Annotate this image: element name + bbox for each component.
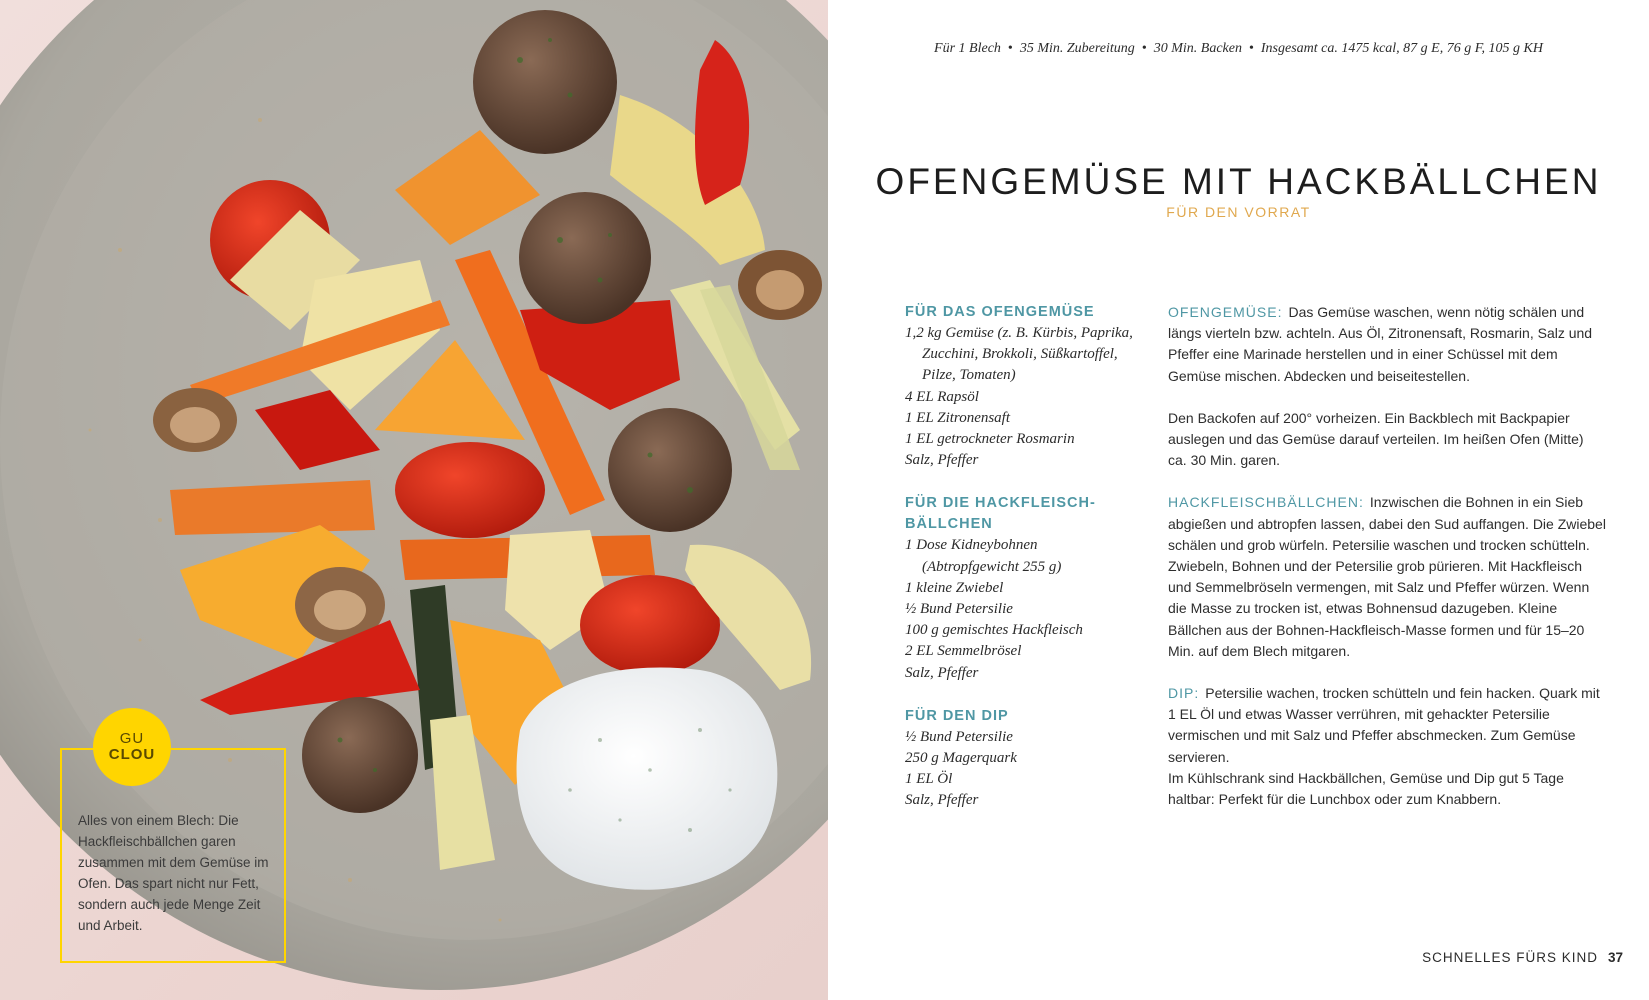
tip-badge — [93, 708, 171, 786]
page-number: 37 — [1607, 950, 1623, 965]
ingredient-group-heading: FÜR DAS OFENGEMÜSE — [905, 304, 1095, 320]
recipe-subtitle: FÜR DEN VORRAT — [1166, 204, 1311, 220]
meta-bake-time: 30 Min. Backen — [1153, 41, 1242, 56]
method-step-text: Im Kühlschrank sind Hackbällchen, Gemüse und Dip gut 5 Tage haltbar: Perfekt für die Lunchbox oder zum Knabbern. — [1168, 769, 1564, 808]
method-storage-note — [1168, 768, 1606, 810]
tip-box — [60, 748, 286, 963]
method-step-text: Inzwischen die Bohnen in ein Sieb abgießen und abtropfen lassen, dabei den Sud auffangen. Die Zwiebel schälen und grob würfeln. Petersilie waschen und trocken schütteln. Zwiebeln, Bohnen und der Petersilie grob pürieren. Mit Hackfleisch und Semmelbröseln vermengen, mit Salz und Pfeffer würzen. Wenn die Masse zu trocken ist, etwas Bohnensud dazugeben. Kleine Bällchen aus der Bohnen-Hackfleisch-Masse formen und für 15–20 Min. auf dem Blech mitgaren. — [1168, 494, 1606, 659]
recipe-title: OFENGEMÜSE MIT HACKBÄLLCHEN — [875, 160, 1602, 202]
meta-separator: • — [1248, 41, 1254, 56]
ingredient-item: 1 EL getrockneter Rosmarin — [905, 431, 1075, 448]
ingredient-group-meatballs — [905, 493, 1135, 683]
ingredient-item: Salz, Pfeffer — [905, 452, 979, 469]
method-step-text: Petersilie wachen, trocken schütteln und fein hacken. Quark mit 1 EL Öl und etwas Wasser verrühren, mit gehackter Petersilie vermischen und mit Salz und Pfeffer abschmecken. Zum Gemüse servieren. — [1168, 685, 1600, 765]
meta-prep-time: 35 Min. Zubereitung — [1019, 41, 1135, 56]
ingredient-group-dip — [905, 706, 1135, 812]
method-step-heading: OFENGEMÜSE: — [1168, 304, 1283, 320]
page-footer — [1422, 950, 1623, 965]
tip-badge-line2: CLOU — [108, 746, 156, 763]
ingredient-item: ½ Bund Petersilie — [905, 728, 1013, 745]
ingredient-group-heading: FÜR DEN DIP — [905, 707, 1009, 724]
meta-servings: Für 1 Blech — [934, 41, 1001, 56]
method-step-dip — [1168, 683, 1606, 768]
method-step-vegetables — [1168, 302, 1606, 387]
method-step-oven — [1168, 408, 1606, 472]
ingredient-item: Salz, Pfeffer — [905, 664, 979, 681]
tip-text: Alles von einem Blech: Die Hackfleischbällchen garen zusammen mit dem Gemüse im Ofen. Das spart nicht nur Fett, sondern auch jede Menge Zeit und Arbeit. — [78, 813, 269, 933]
method-step-text: Den Backofen auf 200° vorheizen. Ein Backblech mit Backpapier auslegen und das Gemüse darauf verteilen. Im heißen Ofen (Mitte) ca. 30 Min. garen. — [1168, 409, 1584, 469]
ingredient-item: 1 Dose Kidneybohnen (Abtropfgewicht 255 g) — [905, 537, 1062, 575]
recipe-meta-line — [828, 41, 1649, 57]
method-column — [1168, 302, 1606, 810]
recipe-page — [828, 0, 1649, 1000]
method-step-heading: HACKFLEISCHBÄLLCHEN: — [1168, 494, 1364, 511]
meta-separator: • — [1141, 41, 1147, 56]
ingredient-item: ½ Bund Petersilie — [905, 601, 1013, 618]
ingredient-item: 4 EL Rapsöl — [905, 388, 979, 405]
ingredient-item: 1,2 kg Gemüse (z. B. Kürbis, Paprika, Zucchini, Brokkoli, Süßkartoffel, Pilze, Tomaten) — [905, 325, 1133, 384]
meta-separator: • — [1007, 41, 1013, 56]
ingredient-item: 2 EL Semmelbrösel — [905, 643, 1022, 660]
ingredients-column — [905, 302, 1135, 834]
ingredient-item: 1 kleine Zwiebel — [905, 579, 1004, 596]
ingredient-item: Salz, Pfeffer — [905, 792, 979, 809]
ingredient-item: 250 g Magerquark — [905, 750, 1017, 767]
ingredient-item: 1 EL Öl — [905, 771, 953, 788]
footer-section-title: SCHNELLES FÜRS KIND — [1422, 950, 1598, 965]
ingredient-group-heading: FÜR DIE HACKFLEISCHBÄLLCHEN — [905, 495, 1095, 533]
method-step-text: Das Gemüse waschen, wenn nötig schälen und längs vierteln bzw. achteln. Aus Öl, Zitronensaft, Rosmarin, Salz und Pfeffer eine Marinade herstellen und in einer Schüssel mit dem Gemüse mischen. Abdecken und beiseitestellen. — [1168, 304, 1593, 384]
method-step-heading: DIP: — [1168, 685, 1200, 702]
ingredient-item: 1 EL Zitronensaft — [905, 409, 1011, 426]
tip-badge-line1: GU — [119, 730, 145, 748]
method-step-meatballs — [1168, 492, 1606, 662]
ingredient-group-vegetables — [905, 302, 1135, 471]
meta-nutrition: Insgesamt ca. 1475 kcal, 87 g E, 76 g F, 105 g KH — [1260, 41, 1543, 56]
ingredient-item: 100 g gemischtes Hackfleisch — [905, 622, 1083, 639]
